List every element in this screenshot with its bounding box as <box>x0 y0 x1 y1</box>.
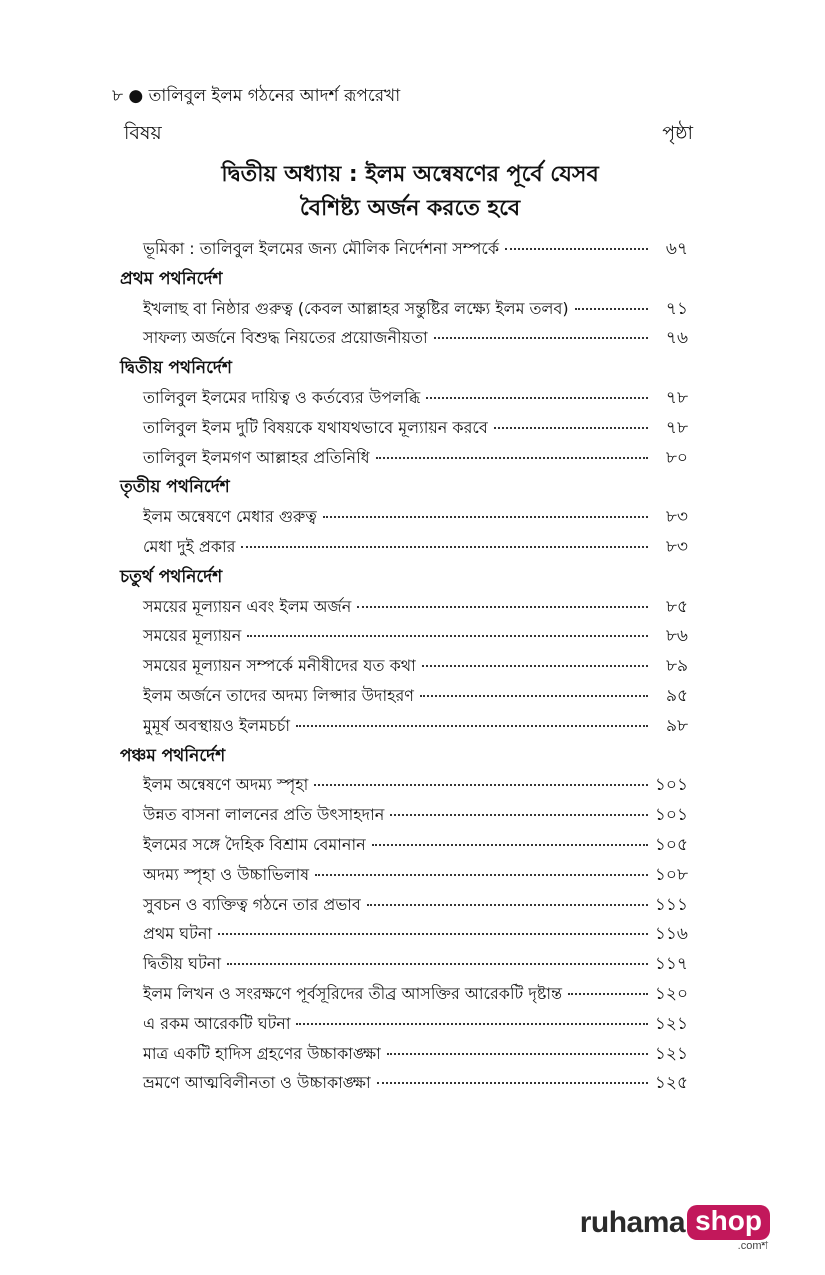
toc-entry-title: সুবচন ও ব্যক্তিত্ব গঠনে তার প্রভাব <box>143 894 361 914</box>
toc-entry-title: ইলম অন্বেষণে অদম্য স্পৃহা <box>143 775 309 795</box>
ruhamashop-logo <box>579 1205 770 1252</box>
toc-entry-title: ইলমের সঙ্গে দৈহিক বিশ্রাম বেমানান <box>143 835 366 854</box>
dot-leader <box>357 606 648 608</box>
dot-leader <box>377 1082 648 1084</box>
toc-entry <box>143 802 688 830</box>
toc-entry-page-number: ১২৫ <box>654 1073 688 1094</box>
toc-entry-page-number: ১২০ <box>654 984 688 1004</box>
toc-entry <box>143 862 688 890</box>
toc-entry-title: এ রকম আরেকটি ঘটনা <box>143 1013 291 1033</box>
toc-entry-title: মুমূর্ষ অবস্থায়ও ইলমচর্চা <box>143 715 290 735</box>
toc-entry <box>143 594 688 622</box>
toc-entry-title: ইলম অন্বেষণে মেধার গুরুত্ব <box>143 507 317 527</box>
toc-entry-page-number: ৬৭ <box>665 239 688 259</box>
toc-entry-title: তালিবুল ইলমগণ আল্লাহর প্রতিনিধি <box>143 447 370 467</box>
toc-entry-title: ভ্রমণে আত্মবিলীনতা ও উচ্চাকাঙ্ক্ষা <box>143 1073 371 1093</box>
toc-entry <box>143 385 688 413</box>
dot-leader <box>218 933 648 935</box>
toc-entry-page-number: ৭৮ <box>665 388 688 408</box>
toc-section-heading: পঞ্চম পথনির্দেশ <box>120 745 226 766</box>
dot-leader <box>426 397 648 399</box>
toc-entry-title: সময়ের মূল্যায়ন এবং ইলম অর্জন <box>143 596 352 616</box>
logo-text-ruhama: ruhama <box>579 1205 686 1239</box>
toc-entry <box>143 1011 688 1039</box>
toc-entry-title: ভূমিকা : তালিবুল ইলমের জন্য মৌলিক নির্দেশনা সম্পর্কে <box>143 239 500 258</box>
dot-leader <box>376 457 648 459</box>
dot-leader <box>296 725 648 727</box>
toc-section-heading: তৃতীয় পথনির্দেশ <box>120 477 230 498</box>
toc-entry-title: সাফল্য অর্জনে বিশুদ্ধ নিয়তের প্রয়োজনীয়তা <box>143 328 428 348</box>
toc-entry-page-number: ৮৩ <box>665 537 688 557</box>
chapter-title <box>120 158 700 226</box>
page-column-heading: পৃষ্ঠা <box>662 122 693 144</box>
logo-text-shop: shop <box>695 1205 762 1236</box>
logo-shop-box <box>687 1205 770 1252</box>
dot-leader <box>494 427 648 429</box>
dot-leader <box>434 337 648 339</box>
toc-entry-page-number: ৯৫ <box>665 686 688 706</box>
toc-entry-page-number: ১১৭ <box>654 954 688 975</box>
toc-entry <box>143 236 688 264</box>
toc-entry-page-number: ৮৩ <box>665 507 688 528</box>
toc-entry-title: উন্নত বাসনা লালনের প্রতি উৎসাহদান <box>143 805 385 825</box>
dot-leader <box>568 993 648 995</box>
toc-entry-page-number: ১০৮ <box>654 864 688 885</box>
dot-leader <box>505 248 648 250</box>
toc-entry-title: দ্বিতীয় ঘটনা <box>143 954 221 974</box>
toc-entry-title: ইলম অর্জনে তাদের অদম্য লিপ্সার উদাহরণ <box>143 686 414 705</box>
toc-entry <box>143 683 688 711</box>
toc-entry-page-number: ১১১ <box>654 894 688 915</box>
toc-entry <box>143 1070 688 1098</box>
toc-entry <box>143 325 688 353</box>
toc-entry-title: তালিবুল ইলম দুটি বিষয়কে যথাযথভাবে মূল্যায়ন করবে <box>143 417 488 437</box>
toc-entry <box>143 445 688 473</box>
dot-leader <box>372 844 648 846</box>
toc-entry-page-number: ১০৫ <box>654 835 688 855</box>
toc-section-heading: চতুর্থ পথনির্দেশ <box>120 566 223 587</box>
toc-entry-title: ইলম লিখন ও সংরক্ষণে পূর্বসূরিদের তীব্র আসক্তির আরেকটি দৃষ্টান্ত <box>143 984 562 1003</box>
toc-entry-page-number: ৯৮ <box>665 715 688 736</box>
toc-entry <box>143 921 688 949</box>
toc-entry-page-number: ১০১ <box>654 805 688 826</box>
toc-entry-page-number: ৮০ <box>665 447 688 468</box>
toc-entry <box>143 534 688 562</box>
dot-leader <box>420 695 648 697</box>
logo-text-dotcom: .comশ <box>737 1240 768 1252</box>
toc-entry-page-number: ৮৬ <box>665 626 688 647</box>
toc-entry <box>143 892 688 920</box>
dot-leader <box>367 904 648 906</box>
dot-leader <box>422 665 648 667</box>
toc-entry <box>143 623 688 651</box>
dot-leader <box>323 516 648 518</box>
running-header: ৮ ● তালিবুল ইলম গঠনের আদর্শ রূপরেখা <box>112 86 401 106</box>
dot-leader <box>296 1023 648 1025</box>
chapter-title-line-2: বৈশিষ্ট্য অর্জন করতে হবে <box>299 196 521 221</box>
dot-leader <box>247 635 648 637</box>
dot-leader <box>390 814 648 816</box>
toc-section-heading: প্রথম পথনির্দেশ <box>120 268 223 289</box>
toc-entry <box>143 415 688 443</box>
toc-entry-title: ইখলাছ বা নিষ্ঠার গুরুত্ব (কেবল আল্লাহর সন্তুষ্টির লক্ষ্যে ইলম তলব) <box>143 298 569 318</box>
toc-entry <box>143 981 688 1009</box>
toc-entry-title: সময়ের মূল্যায়ন <box>143 626 242 646</box>
toc-entry-page-number: ৮৫ <box>665 596 688 617</box>
toc-entry-title: মাত্র একটি হাদিস গ্রহণের উচ্চাকাঙ্ক্ষা <box>143 1043 381 1063</box>
toc-entry <box>143 951 688 979</box>
toc-entry-title: অদম্য স্পৃহা ও উচ্চাভিলাষ <box>143 864 310 884</box>
toc-entry-page-number: ৭১ <box>665 298 688 319</box>
dot-leader <box>387 1053 648 1055</box>
toc-entry-title: তালিবুল ইলমের দায়িত্ব ও কর্তব্যের উপলব্ধি <box>143 388 421 407</box>
chapter-title-line-1: দ্বিতীয় অধ্যায় : ইলম অন্বেষণের পূর্বে যেসব <box>221 162 599 187</box>
toc-entry-title: সময়ের মূল্যায়ন সম্পর্কে মনীষীদের যত কথা <box>143 656 416 676</box>
toc-entry <box>143 772 688 800</box>
toc-entry-page-number: ৭৮ <box>665 417 688 438</box>
toc-entry-page-number: ১২১ <box>654 1043 688 1064</box>
dot-leader <box>241 546 648 548</box>
toc-entry <box>143 653 688 681</box>
toc-entry-page-number: ১২১ <box>654 1013 688 1034</box>
toc-entry-page-number: ৭৬ <box>665 328 688 349</box>
toc-entry <box>143 296 688 324</box>
subject-column-heading: বিষয় <box>124 122 162 144</box>
dot-leader <box>227 963 648 965</box>
toc-entry-title: প্রথম ঘটনা <box>143 924 213 944</box>
toc-entry <box>143 1041 688 1069</box>
toc-entry-page-number: ৮৯ <box>665 656 688 677</box>
toc-entry-page-number: ১১৬ <box>654 924 688 945</box>
toc-entry-page-number: ১০১ <box>654 775 688 796</box>
dot-leader <box>575 308 648 310</box>
toc-entry <box>143 713 688 741</box>
toc-entry <box>143 504 688 532</box>
toc-entry-title: মেধা দুই প্রকার <box>143 537 236 556</box>
dot-leader <box>314 784 648 786</box>
toc-entry <box>143 832 688 860</box>
dot-leader <box>315 874 648 876</box>
toc-section-heading: দ্বিতীয় পথনির্দেশ <box>120 358 232 379</box>
